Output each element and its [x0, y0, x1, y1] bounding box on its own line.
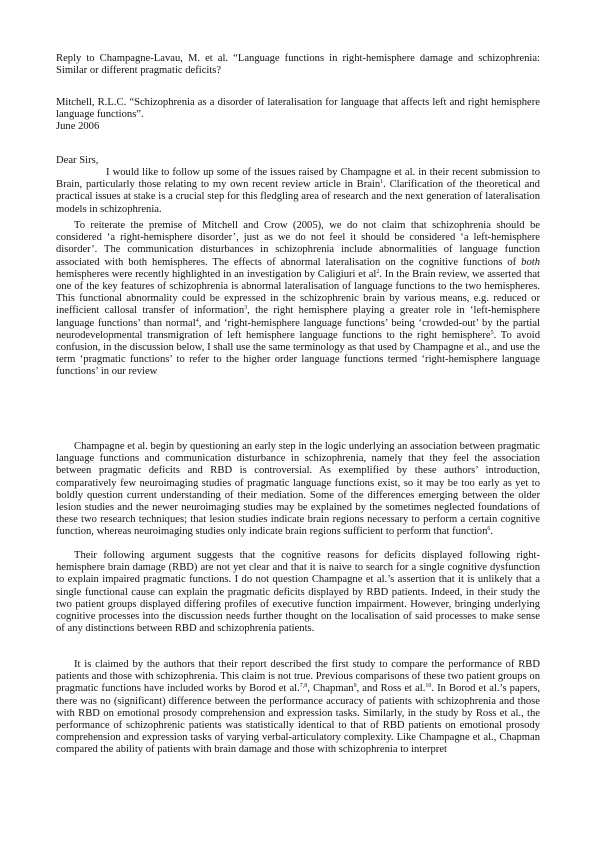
body-paragraph — [56, 659, 540, 757]
paragraph-text: . — [490, 526, 494, 538]
citation-ref: 6 — [487, 526, 491, 533]
body-paragraph — [56, 441, 540, 539]
paragraph-text: , the right hemisphere playing a greater role in ‘left-hemisphere language functions’ than normal — [56, 305, 540, 329]
citation-ref: 2 — [376, 268, 380, 275]
emphasis-text: both — [521, 256, 540, 268]
citation-ref: 1 — [380, 179, 384, 186]
salutation: Dear Sirs, — [56, 155, 99, 166]
citation-ref: 7,8 — [299, 683, 308, 690]
paragraph-text: It is claimed by the authors that their report described the first study to compare the performance of RBD patients and those with schizophrenia. This claim is not true. Previous comparisons of these two patient groups on pragmatic functions have included works by Borod et al. — [56, 659, 540, 695]
paragraph-text: I would like to follow up some of the issues raised by Champagne et al. in their recent submission to Brain, particularly those relating to my own recent review article in Brain — [56, 167, 540, 191]
paragraph-text: . Clarification of the theoretical and practical issues at stake is a crucial step for this fledgling area of research and the next generation of lateralisation models in schizophrenia. — [56, 179, 540, 215]
paragraph-text: . In the Brain review, we asserted that one of the key features of schizophrenia is abnormal lateralisation of language functions to the two hemispheres. This functional abnormality could be expressed in the schizophrenic brain by various means, e.g. reduced or inefficient callosal transfer of information — [56, 268, 540, 317]
citation-ref: 3 — [244, 305, 248, 312]
article-citation: Mitchell, R.L.C. “Schizophrenia as a disorder of lateralisation for language that affects left and right hemisphere language functions”. — [56, 97, 540, 121]
body-paragraph — [56, 167, 540, 216]
paragraph-text: , and ‘right-hemisphere language functions’ being ‘crowded-out’ by the partial neurodevelopmental transmigration of left hemisphere language functions to the right hemisphere — [56, 317, 540, 341]
citation-ref: 9 — [353, 683, 357, 690]
paragraph-text: . In Borod et al.’s papers, there was no (significant) difference between the performance accuracy of patients with schizophrenia and those with RBD on emotional prosody comprehension and expression tasks. Similarly, in the study by Ross et al., the performance of schizophrenic patients was statistically identical to that of RBD patients on emotional prosody comprehension and expression tasks of varying verbal-articulatory complexity. Like Champagne et al., Chapman compared the ability of patients with brain damage and those with schizophrenia to interpret — [56, 683, 540, 756]
paragraph-text: Their following argument suggests that the cognitive reasons for deficits displayed following right-hemisphere brain damage (RBD) are not yet clear and that it is naive to search for a single cognitive dysfunction to explain impaired pragmatic functions. I do not question Champagne et al.’s assertion that it is unlikely that a single functional cause can explain the pragmatic deficits displayed by RBD patients. Indeed, in their study the two patient groups displayed differing profiles of executive function impairment. However, bringing underlying cognitive processes into the discussion needs further thought on the localisation of said processes to make sense of any distinctions between RBD and schizophrenia patients. — [56, 550, 540, 635]
citation-ref: 5 — [490, 329, 494, 336]
body-paragraph — [56, 220, 540, 379]
paragraph-text: , Chapman — [307, 683, 354, 695]
citation-ref: 4 — [195, 317, 199, 324]
reply-heading: Reply to Champagne-Lavau, M. et al. “Language functions in right-hemisphere damage and schizophrenia: Similar or different pragmatic deficits? — [56, 53, 540, 77]
paragraph-text: . To avoid confusion, in the discussion below, I shall use the same terminology as that used by Champagne et al., and use the term ‘pragmatic functions’ to refer to the higher order language functions termed ‘right-hemisphere language functions’ in our review — [56, 329, 540, 378]
letter-date: June 2006 — [56, 121, 100, 132]
paragraph-text: hemispheres were recently highlighted in an investigation by Caligiuri et al — [56, 268, 377, 280]
citation-ref: 10 — [425, 683, 432, 690]
body-paragraph — [56, 550, 540, 635]
paragraph-text: To reiterate the premise of Mitchell and Crow (2005), we do not claim that schizophrenia should be considered ‘a right-hemisphere disorder’, just as we do not feel it should be considered ‘a left-hemisphere disorder’. The communication disturbances in schizophrenia include abnormalities of language function associated with both hemispheres. The effects of abnormal lateralisation on the cognitive functions of — [56, 220, 540, 268]
paragraph-text: , and Ross et al. — [356, 683, 426, 695]
paragraph-text: Champagne et al. begin by questioning an early step in the logic underlying an association between pragmatic language functions and communication disturbance in schizophrenia, namely that they feel the association between pragmatic deficits and RBD is controversial. As exemplified by these authors’ introduction, comparatively few neuroimaging studies of pragmatic language functions exist, so it may be too early as yet to boldly question current understanding of their mediation. Some of the differences emerging between the older lesion studies and the newer neuroimaging studies may be explained by the sometimes neglected foundations of these two research techniques; that lesion studies indicate brain regions necessary to perform a certain cognitive function, whereas neuroimaging studies only indicate brain regions sufficient to perform that function — [56, 441, 540, 538]
